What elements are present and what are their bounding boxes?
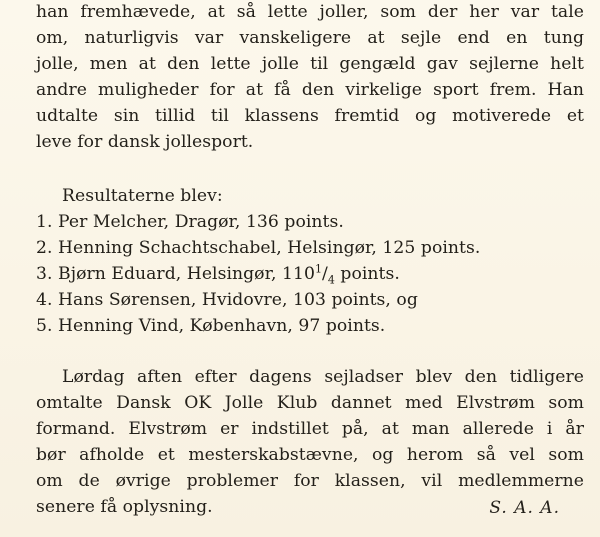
paragraph1-line: om, naturligvis var vanskeligere at sejle end en tung [36,28,584,48]
paragraph2-line: om de øvrige problemer for klassen, vil medlemmerne [36,471,584,491]
results-item-tail: points. [334,264,400,284]
paragraph1-line: jolle, men at den lette jolle til gengæld gav sejlerne helt [36,54,584,74]
results-item-text: 3. Bjørn Eduard, Helsingør, 110 [36,264,315,284]
paragraph2-line: formand. Elvstrøm er indstillet på, at man allerede i år [36,419,584,439]
results-item: 2. Henning Schachtschabel, Helsingør, 125 points. [36,238,481,258]
results-heading: Resultaterne blev: [62,186,223,206]
paragraph2-line: senere få oplysning. [36,497,213,517]
paragraph1-line: udtalte sin tillid til klassens fremtid og motiverede et [36,106,584,126]
results-item: 5. Henning Vind, København, 97 points. [36,316,386,336]
paragraph1-line: han fremhævede, at så lette joller, som der her var tale [36,2,584,22]
signature: S. A. A. [489,498,560,518]
fraction-denominator: 4 [327,273,335,287]
results-item: 4. Hans Sørensen, Hvidovre, 103 points, og [36,290,418,310]
paragraph2-line: omtalte Dansk OK Jolle Klub dannet med Elvstrøm som [36,393,584,413]
paragraph1-line: andre muligheder for at få den virkelige sport frem. Han [36,80,584,100]
paragraph1-line: leve for dansk jollesport. [36,132,254,152]
paragraph2-line: bør afholde et mesterskabstævne, og herom så vel som [36,445,584,465]
results-item: 1. Per Melcher, Dragør, 136 points. [36,212,344,232]
results-item-with-fraction: 3. Bjørn Eduard, Helsingør, $110^1/_4$ points. [36,262,400,287]
fraction-numerator: 1 [314,262,322,276]
paragraph2-line: Lørdag aften efter dagens sejladser blev den tidligere [62,367,584,387]
